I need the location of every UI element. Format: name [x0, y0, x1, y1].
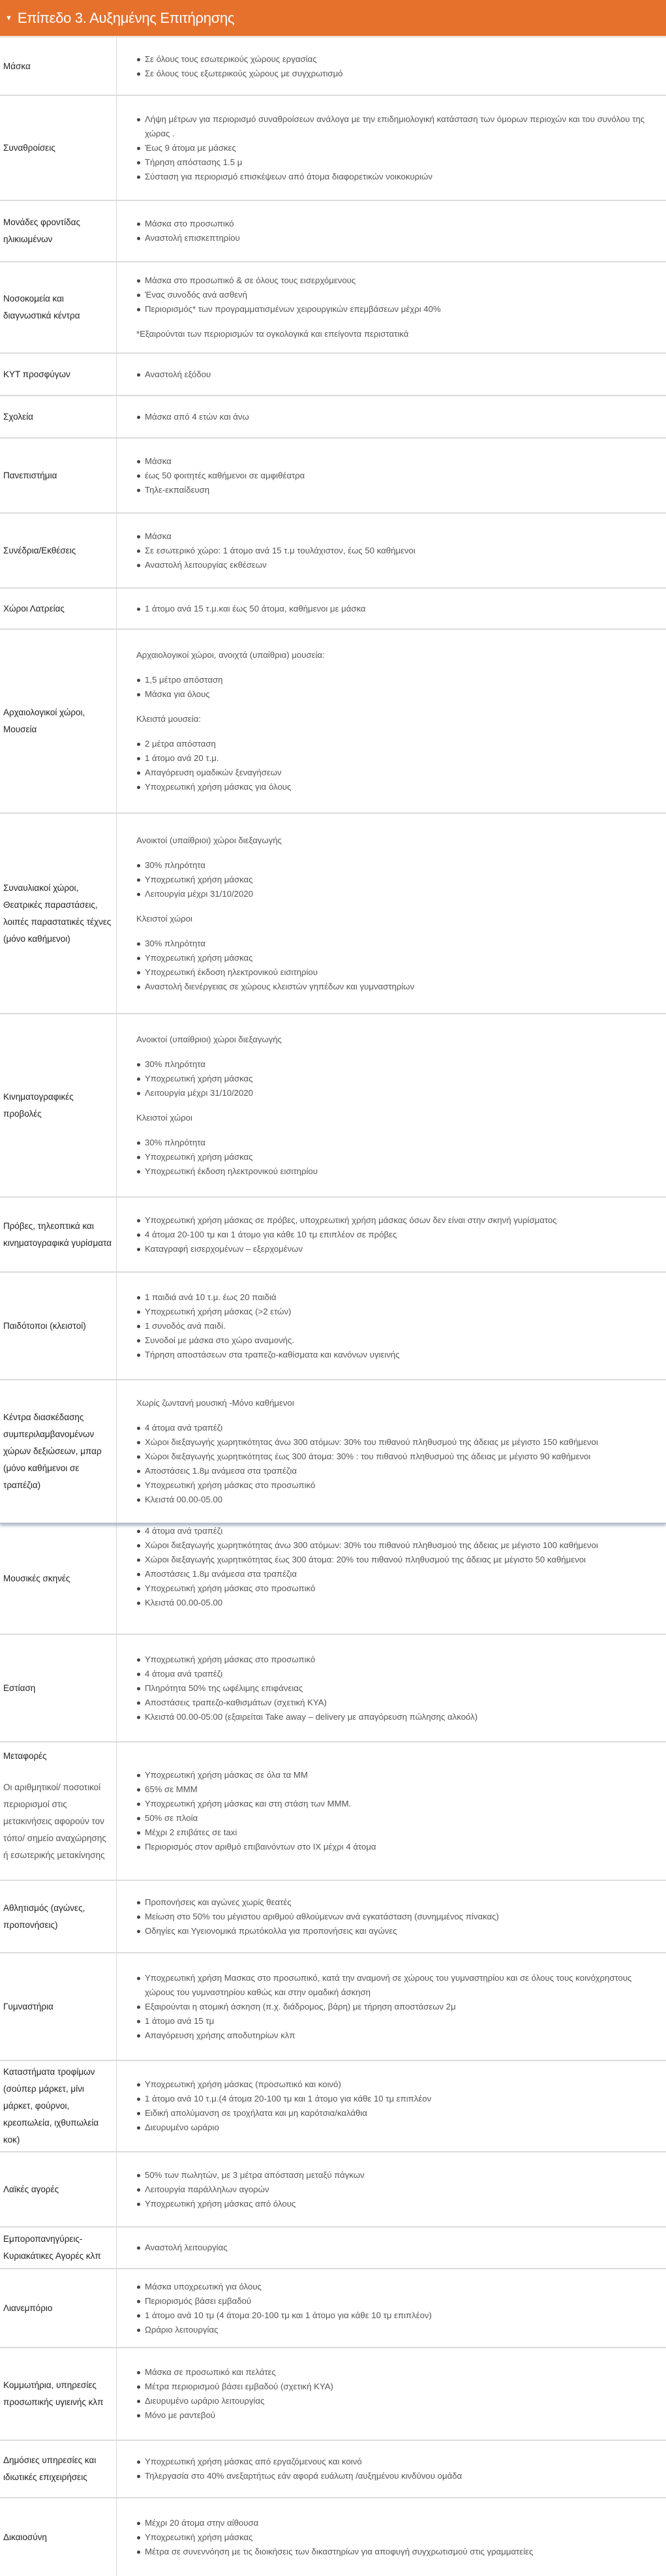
row-content — [117, 1014, 666, 1196]
bullet-list — [136, 1653, 659, 1724]
list-item: Τηλε-εκπαίδευση — [136, 483, 659, 497]
bullet-list — [136, 112, 659, 184]
table-row — [0, 2269, 666, 2348]
row-label — [0, 1014, 117, 1196]
row-content — [117, 262, 666, 352]
table-row — [0, 1380, 666, 1524]
row-content — [117, 1198, 666, 1271]
table-row — [0, 354, 666, 396]
row-label — [0, 96, 117, 200]
list-item: 30% πληρότητα — [136, 858, 659, 873]
row-content — [117, 396, 666, 437]
row-content — [117, 2498, 666, 2576]
list-item: Σε εσωτερικό χώρο: 1 άτομο ανά 15 τ.μ τουλάχιστον, έως 50 καθήμενοι — [136, 544, 659, 558]
row-content — [117, 814, 666, 1013]
list-item: Αποστάσεις 1.8μ ανάμεσα στα τραπέζια — [136, 1464, 659, 1478]
list-item: Μόνο με ραντεβού — [136, 2408, 659, 2423]
list-item: 30% πληρότητα — [136, 1136, 659, 1150]
list-item: 4 άτομα 20-100 τμ και 1 άτομο για κάθε 10 τμ επιπλέον σε πρόβες — [136, 1228, 659, 1242]
list-item: Υποχρεωτική χρήση μάσκας — [136, 1072, 659, 1086]
bullet-list — [136, 1524, 659, 1610]
bullet-list — [136, 273, 659, 317]
list-item: Περιορισμός* των προγραμματισμένων χειρουργικών επεμβάσεων μέχρι 40% — [136, 302, 659, 317]
list-item: Υποχρεωτική χρήση μάσκας — [136, 951, 659, 965]
table-row — [0, 514, 666, 589]
list-item: Λειτουργία μέχρι 31/10/2020 — [136, 1086, 659, 1100]
content-paragraph: Κλειστοί χώροι — [136, 1112, 192, 1123]
bullet-list — [136, 2455, 659, 2483]
table-row — [0, 814, 666, 1014]
bullet-list — [136, 1136, 659, 1179]
row-label-text: Λαϊκές αγορές — [3, 2184, 59, 2194]
list-item: Μάσκα για όλους — [136, 687, 659, 702]
row-label-text: Σχολεία — [3, 411, 33, 422]
row-label-text: Εστίαση — [3, 1683, 36, 1693]
row-label — [0, 1524, 117, 1634]
row-label-text: Συναθροίσεις — [3, 142, 55, 153]
list-item: 50% των πωλητών, με 3 μέτρα απόσταση μεταξύ πάγκων — [136, 2168, 659, 2182]
list-item: Μάσκα — [136, 529, 659, 544]
row-label-text: ΚΥΤ προσφύγων — [3, 369, 70, 379]
bullet-list — [136, 1290, 659, 1362]
table-row — [0, 1635, 666, 1743]
list-item: Ωράριο λειτουργίας — [136, 2323, 659, 2337]
list-item: Εξαιρούνται η ατομική άσκηση (π.χ. διάδρομος, βάρη) με τήρηση αποστάσεων 2μ — [136, 2000, 659, 2014]
row-label — [0, 1881, 117, 1952]
bullet-list — [136, 1895, 659, 1938]
list-item: 2 μέτρα απόσταση — [136, 737, 659, 751]
list-item: Τήρηση αποστάσεων στα τραπεζο-καθίσματα και κανόνων υγιεινής — [136, 1348, 659, 1362]
row-label-text: Παιδότοποι (κλειστοί) — [3, 1320, 86, 1331]
list-item: Υποχρεωτική χρήση μάσκας — [136, 873, 659, 887]
bullet-list — [136, 937, 659, 994]
list-item: 50% σε πλοία — [136, 1811, 659, 1825]
table-row — [0, 439, 666, 514]
table-row — [0, 630, 666, 814]
list-item: Μάσκα σε προσωπικό και πελάτες — [136, 2365, 659, 2380]
row-label — [0, 1635, 117, 1741]
bullet-list — [136, 529, 659, 572]
list-item: Σε όλους τους εσωτερικούς χώρους εργασίας — [136, 52, 659, 67]
row-content — [117, 1953, 666, 2060]
bullet-list — [136, 2516, 659, 2559]
table-row — [0, 2061, 666, 2152]
row-content — [117, 2441, 666, 2497]
list-item: 1,5 μέτρο απόσταση — [136, 673, 659, 687]
bullet-list — [136, 367, 659, 382]
bullet-list — [136, 673, 659, 702]
list-item: Υποχρεωτική χρήση μάσκας σε πρόβες, υποχρεωτική χρήση μάσκας όσων δεν είναι στην σκηνή γυρίσματος — [136, 1213, 659, 1228]
row-label-text: Μονάδες φροντίδας ηλικιωμένων — [3, 217, 80, 244]
list-item: Καταγραφή εισερχομένων – εξερχομένων — [136, 1242, 659, 1256]
row-label — [0, 1743, 117, 1880]
list-item: Αναστολή λειτουργίας — [136, 2241, 659, 2255]
list-item: 1 άτομο ανά 15 τμ — [136, 2014, 659, 2028]
list-item: 1 συνοδός ανά παιδί. — [136, 1319, 659, 1333]
row-label — [0, 814, 117, 1013]
row-content — [117, 1881, 666, 1952]
row-label-text: Χώροι Λατρείας — [3, 603, 65, 613]
bullet-list — [136, 52, 659, 81]
row-label — [0, 439, 117, 512]
table-row — [0, 2227, 666, 2269]
list-item: Κλειστά 00.00-05.00 — [136, 1493, 659, 1507]
content-paragraph: Χωρίς ζωντανή μουσική -Μόνο καθήμενοι — [136, 1398, 294, 1408]
list-item: Λειτουργία παράλληλων αγορών — [136, 2182, 659, 2197]
list-item: Μάσκα στο προσωπικό — [136, 217, 659, 231]
table-row — [0, 201, 666, 262]
table-row — [0, 1524, 666, 1635]
content-paragraph: Κλειστοί χώροι — [136, 913, 192, 923]
list-item: Έως 9 άτομα με μάσκες — [136, 141, 659, 155]
list-item: Πληρότητα 50% της ωφέλιμης επιφάνειας — [136, 1681, 659, 1696]
row-label-text: Αθλητισμός (αγώνες, προπονήσεις) — [3, 1902, 85, 1930]
row-content — [117, 38, 666, 95]
list-item: Ειδική απολύμανση σε τροχήλατα και μη καρότσια/καλάθια — [136, 2106, 659, 2120]
list-item: Συνοδοί με μάσκα στο χώρο αναμονής. — [136, 1333, 659, 1348]
row-label-text: Πρόβες, τηλεοπτικά και κινηματογραφικά γυρίσματα — [3, 1220, 112, 1248]
list-item: 4 άτομα ανά τραπέζι — [136, 1667, 659, 1681]
list-item: Αναστολή επισκεπτηρίου — [136, 231, 659, 245]
row-label — [0, 38, 117, 95]
row-content — [117, 514, 666, 587]
list-item: Μάσκα υποχρεωτική για όλους — [136, 2280, 659, 2294]
row-label-text: Λιανεμπόριο — [3, 2303, 53, 2313]
list-item: 1 παιδιά ανά 10 τ.μ. έως 20 παιδιά — [136, 1290, 659, 1305]
content-paragraph: Ανοικτοί (υπαίθριοι) χώροι διεξαγωγής — [136, 1034, 282, 1044]
row-content — [117, 1743, 666, 1880]
row-content — [117, 1273, 666, 1379]
row-label — [0, 354, 117, 395]
row-label — [0, 396, 117, 437]
row-content — [117, 354, 666, 395]
row-content — [117, 2348, 666, 2440]
section-title: Επίπεδο 3. Αυξημένης Επιτήρησης — [17, 9, 235, 26]
row-content — [117, 2269, 666, 2347]
list-item: Υποχρεωτική χρήση μάσκας στο προσωπικό — [136, 1653, 659, 1667]
list-item: Υποχρεωτική χρήση μάσκας σε όλα τα ΜΜ — [136, 1768, 659, 1782]
content-paragraph: Αρχαιολογικοί χώροι, ανοιχτά (υπαίθρια) μουσεία: — [136, 650, 325, 660]
bullet-list — [136, 1213, 659, 1256]
row-label — [0, 514, 117, 587]
list-item: Υποχρεωτική χρήση μάσκας από εργαζόμενους και κοινό — [136, 2455, 659, 2469]
section-header-accordion[interactable] — [0, 0, 666, 38]
row-label-text: Μουσικές σκηνές — [3, 1574, 70, 1583]
bullet-list — [136, 410, 659, 424]
bullet-list — [136, 2077, 659, 2135]
list-item: Τηλεργασία στο 40% ανεξαρτήτως εάν αφορά ευάλωτη /αυξημένου κινδύνου ομάδα — [136, 2469, 659, 2483]
list-item: Διευρυμένο ωράριο λειτουργίας — [136, 2394, 659, 2408]
list-item: Υποχρεωτική χρήση μάσκας — [136, 2530, 659, 2545]
bullet-list — [136, 217, 659, 245]
list-item: Σύσταση για περιορισμό επισκέψεων από άτομα διαφορετικών νοικοκυριών — [136, 170, 659, 184]
content-paragraph: Κλειστά μουσεία: — [136, 714, 202, 724]
row-label-text: Μεταφορές — [3, 1751, 47, 1761]
list-item: Μάσκα — [136, 454, 659, 469]
row-content — [117, 589, 666, 628]
bullet-list — [136, 1057, 659, 1100]
measures-table — [0, 38, 666, 2576]
table-row — [0, 396, 666, 439]
list-item: 4 άτομα ανά τραπέζι — [136, 1421, 659, 1435]
list-item: Υποχρεωτική χρήση μάσκας στο προσωπικό — [136, 1581, 659, 1596]
bullet-list — [136, 1768, 659, 1854]
list-item: Αποστάσεις τραπεζο-καθισμάτων (σχετική ΚΥΑ) — [136, 1696, 659, 1710]
list-item: Υποχρεωτική χρήση μάσκας (>2 ετών) — [136, 1305, 659, 1319]
row-label — [0, 2498, 117, 2576]
row-content — [117, 201, 666, 261]
table-row — [0, 589, 666, 630]
bullet-list — [136, 2241, 659, 2255]
list-item: Απαγόρευση χρήσης αποδυτηρίων κλπ — [136, 2028, 659, 2043]
table-row — [0, 2152, 666, 2227]
list-item: Υποχρεωτική έκδοση ηλεκτρονικού εισιτηρίου — [136, 1164, 659, 1179]
row-label — [0, 1380, 117, 1523]
list-item: Διευρυμένο ωράριο — [136, 2120, 659, 2135]
row-content — [117, 2061, 666, 2151]
row-label-text: Πανεπιστήμια — [3, 470, 57, 480]
row-content — [117, 1524, 666, 1634]
row-label-text: Γυμναστήρια — [3, 2001, 53, 2011]
list-item: 30% πληρότητα — [136, 1057, 659, 1072]
row-label — [0, 2269, 117, 2347]
row-label — [0, 2061, 117, 2151]
row-label-text: Δημόσιες υπηρεσίες και ιδιωτικές επιχειρήσεις — [3, 2455, 97, 2482]
list-item: Περιορισμός βάσει εμβαδού — [136, 2294, 659, 2308]
row-content — [117, 1635, 666, 1741]
list-item: Περιορισμός στον αριθμό επιβαινόντων στο ΙΧ μέχρι 4 άτομα — [136, 1840, 659, 1854]
list-item: 65% σε ΜΜΜ — [136, 1782, 659, 1797]
row-label — [0, 630, 117, 813]
list-item: έως 50 φοιτητές καθήμενοι σε αμφιθέατρα — [136, 469, 659, 483]
row-label-text: Κέντρα διασκέδασης συμπεριλαμβανομένων χώρων δεξιώσεων, μπαρ (μόνο καθήμενοι σε τραπέζια) — [3, 1412, 102, 1490]
list-item: Χώροι διεξαγωγής χωρητικότητας έως 300 άτομα: 20% του πιθανού πληθυσμού της άδειας με μέγιστο 50 καθήμενοι — [136, 1553, 659, 1567]
row-content — [117, 2227, 666, 2268]
row-label-text: Εμποροπανηγύρεις- Κυριακάτικες Αγορές κλπ — [3, 2234, 101, 2261]
table-row — [0, 1953, 666, 2061]
list-item: Λειτουργία μέχρι 31/10/2020 — [136, 887, 659, 901]
list-item: 4 άτομα ανά τραπέζι — [136, 1524, 659, 1538]
row-label — [0, 1953, 117, 2060]
row-label-text: Αρχαιολογικοί χώροι, Μουσεία — [3, 707, 85, 734]
list-item: Τήρηση απόστασης 1.5 μ — [136, 155, 659, 170]
row-label-text: Μάσκα — [3, 61, 31, 71]
list-item: 1 άτομο ανά 10 τμ (4 άτομα 20-100 τμ και 1 άτομο για κάθε 10 τμ επιπλέον) — [136, 2308, 659, 2323]
list-item: Υποχρεωτική χρήση μάσκας — [136, 1150, 659, 1164]
list-item: Μέχρι 20 άτομα στην αίθουσα — [136, 2516, 659, 2530]
row-label — [0, 2152, 117, 2226]
table-row — [0, 96, 666, 201]
bullet-list — [136, 737, 659, 794]
row-content — [117, 96, 666, 200]
list-item: Χώροι διεξαγωγής χωρητικότητας άνω 300 ατόμων: 30% του πιθανού πληθυσμού της άδειας με μέγιστο 100 καθήμενοι — [136, 1538, 659, 1553]
row-label-text: Νοσοκομεία και διαγνωστικά κέντρα — [3, 294, 80, 320]
list-item: Οδηγίες και Υγειονομικά πρωτόκολλα για προπονήσεις και αγώνες — [136, 1924, 659, 1938]
list-item: Κλειστά 00.00-05:00 (εξαιρείται Take away – delivery με απαγόρευση πώλησης αλκοόλ) — [136, 1710, 659, 1724]
list-item: Αναστολή λειτουργίας εκθέσεων — [136, 558, 659, 572]
row-label — [0, 2441, 117, 2497]
list-item: Μείωση στο 50% του μέγιστου αριθμού αθλούμενων ανά εγκατάσταση (συνημμένος πίνακας) — [136, 1910, 659, 1924]
list-item: Ένας συνοδός ανά ασθενή — [136, 288, 659, 302]
list-item: Υποχρεωτική χρήση μάσκας στο προσωπικό — [136, 1478, 659, 1493]
content-paragraph: *Εξαιρούνται των περιορισμών τα ογκολογικά και επείγοντα περιστατικά — [136, 329, 409, 339]
row-content — [117, 1380, 666, 1523]
row-label — [0, 262, 117, 352]
row-label — [0, 2227, 117, 2268]
bullet-list — [136, 2280, 659, 2337]
table-row — [0, 2498, 666, 2576]
list-item: 1 άτομο ανά 20 τ.μ. — [136, 751, 659, 766]
content-paragraph: Ανοικτοί (υπαίθριοι) χώροι διεξαγωγής — [136, 835, 282, 845]
list-item: Υποχρεωτική χρήση μάσκας (προσωπικό και κοινό) — [136, 2077, 659, 2092]
list-item: 1 άτομο ανά 10 τ.μ.(4 άτομα 20-100 τμ και 1 άτομο για κάθε 10 τμ επιπλέον — [136, 2092, 659, 2106]
list-item: Απαγόρευση ομαδικών ξεναγήσεων — [136, 766, 659, 780]
list-item: Αναστολή εξόδου — [136, 367, 659, 382]
row-label-text: Συναυλιακοί χώροι, Θεατρικές παραστάσεις, λοιπές παραστατικές τέχνες (μόνο καθήμενοι) — [3, 882, 112, 944]
bullet-list — [136, 602, 659, 616]
table-row — [0, 1273, 666, 1380]
list-item: Μέτρα σε συνεννόηση με τις διοικήσεις των δικαστηρίων για αποφυγή συγχρωτισμού στις γραμματείες — [136, 2545, 659, 2559]
row-content — [117, 630, 666, 813]
row-label-text: Κινηματογραφικές προβολές — [3, 1091, 74, 1119]
row-label — [0, 1273, 117, 1379]
table-row — [0, 38, 666, 96]
table-row — [0, 1014, 666, 1198]
list-item: 30% πληρότητα — [136, 937, 659, 951]
bullet-list — [136, 454, 659, 497]
list-item: Χώροι διεξαγωγής χωρητικότητας άνω 300 ατόμων: 30% του πιθανού πληθυσμού της άδειας με μέγιστο 150 καθήμενοι — [136, 1435, 659, 1450]
bullet-list — [136, 1971, 659, 2043]
list-item: Υποχρεωτική χρήση Μασκας στο προσωπικό, κατά την αναμονή σε χώρους του γυμναστηρίου και σε όλους τους κοινόχρηστους χώρους του γυμναστηρίου καθώς και στην ομαδική άσκηση — [136, 1971, 659, 2000]
caret-down-icon: ▼ — [5, 14, 12, 22]
row-label — [0, 201, 117, 261]
list-item: 1 άτομο ανά 15 τ.μ.και έως 50 άτομα, καθήμενοι με μάσκα — [136, 602, 659, 616]
row-content — [117, 439, 666, 512]
list-item: Σε όλους τους εξωτερικούς χώρους με συγχρωτισμό — [136, 67, 659, 81]
list-item: Αναστολή διενέργειας σε χώρους κλειστών γηπέδων και γυμναστηρίων — [136, 980, 659, 994]
bullet-list — [136, 2365, 659, 2423]
list-item: Μέτρα περιορισμού βάσει εμβαδού (σχετική ΚΥΑ) — [136, 2380, 659, 2394]
list-item: Υποχρεωτική χρήση μάσκας από όλους — [136, 2197, 659, 2211]
bullet-list — [136, 858, 659, 901]
table-row — [0, 1881, 666, 1953]
bullet-list — [136, 2168, 659, 2211]
row-label — [0, 589, 117, 628]
list-item: Αποστάσεις 1.8μ ανάμεσα στα τραπέζια — [136, 1567, 659, 1581]
list-item: Υποχρεωτική χρήση μάσκας και στη στάση των ΜΜΜ. — [136, 1797, 659, 1811]
table-row — [0, 1198, 666, 1273]
row-label — [0, 2348, 117, 2440]
row-label-note: Οι αριθμητικοί/ ποσοτικοί περιορισμοί στις μετακινήσεις αφορούν τον τόπο/ σημείο αναχώρησης ή εσωτερικής μετακίνησης — [3, 1782, 106, 1860]
list-item: Χώροι διεξαγωγής χωρητικότητας έως 300 άτομα: 30% : του πιθανού πληθυσμού της άδειας με μέγιστο 90 καθήμενοι — [136, 1450, 659, 1464]
row-label-text: Κομμωτήρια, υπηρεσίες προσωπικής υγιεινής κλπ — [3, 2380, 104, 2407]
list-item: Υποχρεωτική χρήση μάσκας για όλους — [136, 780, 659, 794]
list-item: Λήψη μέτρων για περιορισμό συναθροίσεων ανάλογα με την επιδημιολογική κατάσταση των όμορων περιοχών και του συνόλου της χώρας . — [136, 112, 659, 141]
row-content — [117, 2152, 666, 2226]
bullet-list — [136, 1421, 659, 1507]
row-label — [0, 1198, 117, 1271]
list-item: Μέχρι 2 επιβάτες σε taxi — [136, 1825, 659, 1840]
table-row — [0, 2348, 666, 2441]
table-row — [0, 1743, 666, 1881]
list-item: Μάσκα από 4 ετών και άνω — [136, 410, 659, 424]
list-item: Κλειστά 00.00-05.00 — [136, 1596, 659, 1610]
list-item: Προπονήσεις και αγώνες χωρίς θεατές — [136, 1895, 659, 1910]
row-label-text: Συνέδρια/Εκθέσεις — [3, 545, 76, 555]
table-row — [0, 2441, 666, 2498]
list-item: Μάσκα στο προσωπικό & σε όλους τους εισερχόμενους — [136, 273, 659, 288]
table-row — [0, 262, 666, 354]
row-label-text: Καταστήματα τροφίμων (σούπερ μάρκετ, μίνι μάρκετ, φούρνοι, κρεοπωλεία, ιχθυπωλεία κοκ) — [3, 2067, 99, 2145]
list-item: Υποχρεωτική έκδοση ηλεκτρονικού εισιτηρίου — [136, 965, 659, 980]
row-label-text: Δικαιοσύνη — [3, 2532, 47, 2542]
